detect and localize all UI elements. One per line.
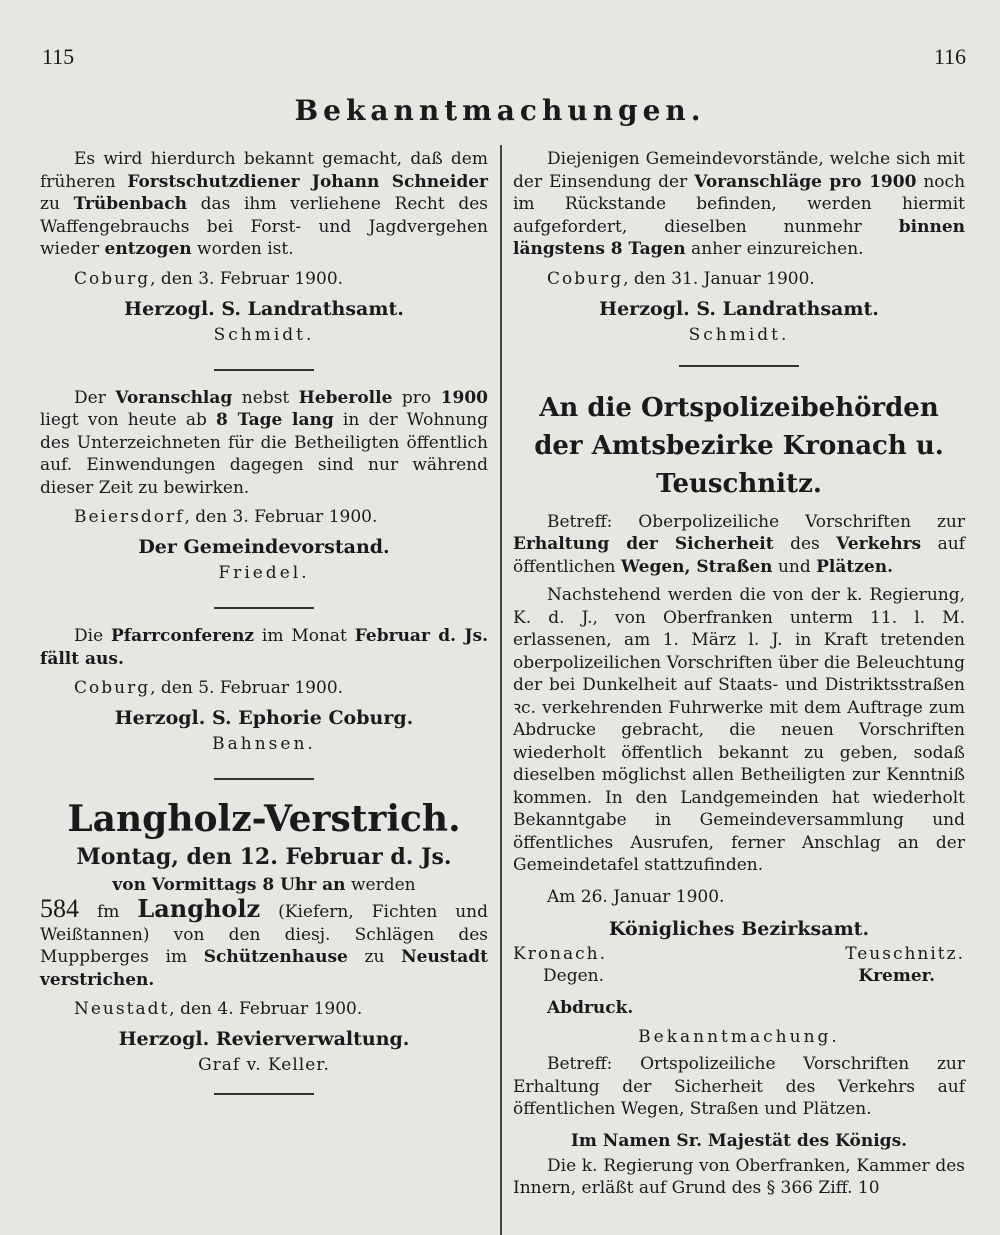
separator	[214, 778, 314, 780]
bold-text: 1900	[440, 387, 488, 408]
text: auf öffentlichen	[513, 534, 965, 577]
page-number-right: 116	[933, 44, 966, 69]
text: und	[772, 556, 817, 577]
notice-voranschlag	[40, 387, 488, 586]
place: Coburg	[74, 678, 151, 698]
sig-left-name: Degen.	[543, 965, 604, 986]
notice-signature: Friedel.	[218, 563, 310, 583]
text: noch im Rückstande befinden, werden hiermit aufgefordert, dieselben nunmehr	[513, 171, 966, 237]
separator	[214, 1093, 314, 1095]
notice-signature: Schmidt.	[213, 324, 315, 345]
place: Beiersdorf	[74, 507, 185, 527]
bold-text: Langholz	[137, 894, 261, 923]
text: in der Wohnung des Unterzeichneten für die Betheiligten öffentlich auf. Einwendungen dagegen sind nur während dieser Zeit zu bewirken.	[40, 410, 488, 498]
text: werden	[345, 875, 416, 895]
notice-subtitle: Montag, den 12. Februar d. Js.	[76, 844, 452, 870]
text: Die	[74, 626, 112, 646]
notice-date: Am 26. Januar 1900.	[547, 886, 725, 907]
page-number-left: 115	[42, 44, 75, 69]
notice-date	[40, 676, 488, 700]
notice-signature: Schmidt.	[688, 324, 790, 345]
notice-authority: Herzogl. S. Landrathsamt.	[599, 297, 879, 320]
signature-row-names	[513, 965, 965, 987]
date: , den 4. Februar 1900.	[169, 999, 363, 1019]
notice-text	[40, 387, 488, 500]
notice-authority: Der Gemeindevorstand.	[138, 536, 390, 558]
text: Diejenigen Gemeindevorstände, welche sich mit der Einsendung der	[513, 149, 965, 192]
place: Neustadt	[74, 999, 170, 1019]
text: nebst	[232, 387, 299, 408]
notice-ortspolizei	[513, 389, 965, 1200]
bold-text: Februar d. Js. fällt aus.	[40, 626, 489, 669]
notice-langholz	[40, 796, 488, 1077]
right-column	[513, 148, 965, 1200]
text: Der	[74, 387, 116, 408]
text: (Kiefern, Fichten und Weißtannen) von den diesj. Schlägen des Muppberges im	[40, 902, 488, 967]
notice-authority: Herzogl. Revierverwaltung.	[118, 1028, 410, 1050]
place: Coburg	[547, 268, 624, 289]
sig-right-place: Teuschnitz.	[845, 943, 965, 964]
bold-text: 8 Tage lang	[216, 410, 334, 430]
page-header: Bekanntmachungen.	[294, 94, 706, 127]
notice-authority: Herzogl. S. Landrathsamt.	[124, 297, 404, 320]
text: zu	[347, 947, 402, 967]
notice-title: Langholz-Verstrich.	[67, 798, 461, 840]
notice-pfarrconferenz	[40, 625, 488, 756]
sig-right-name: Kremer.	[858, 965, 935, 986]
notice-authority: Königliches Bezirksamt.	[608, 917, 870, 940]
notice-betreff	[513, 511, 965, 579]
quantity: 584	[40, 894, 79, 923]
place: Coburg	[74, 268, 151, 289]
text: liegt von heute ab	[40, 410, 217, 430]
text: Es wird hierdurch bekannt gemacht, daß dem früheren	[40, 149, 488, 192]
text: das ihm verliehene Recht des Waffengebrauchs bei Forst- und Jagdvergehen wieder	[40, 194, 489, 259]
notice-signature: Graf v. Keller.	[198, 1055, 330, 1075]
notice-title-line1: An die Ortspolizeibehörden	[539, 392, 939, 423]
text: im Monat	[254, 626, 355, 646]
text: des	[773, 534, 837, 554]
bold-text: Neustadt verstrichen.	[40, 947, 488, 990]
bekanntmachung-label: Bekanntmachung.	[638, 1027, 840, 1047]
separator	[214, 607, 314, 609]
bold-text: Forstschutzdiener Johann Schneider	[127, 171, 488, 192]
text: anher einzureichen.	[685, 239, 864, 259]
bold-text: Schützenhause	[203, 947, 348, 967]
date: , den 5. Februar 1900.	[150, 678, 344, 698]
bold-text: Verkehrs	[836, 534, 922, 554]
notice-text	[40, 894, 488, 991]
unit: fm	[79, 902, 138, 922]
abdruck-label: Abdruck.	[547, 997, 634, 1018]
bold-text: Erhaltung der Sicherheit	[513, 534, 774, 554]
bold-text: von Vormittags 8 Uhr an	[112, 875, 346, 895]
notice-body: Nachstehend werden die von der k. Regierung, K. d. J., von Oberfranken unterm 11. l. M. erlassenen, am 1. März l. J. in Kraft tretenden oberpolizeilichen Vorschriften über die Beleuchtung der bei Dunkelheit auf Staats- und Distriktsstraßen ꝛc. verkehrenden Fuhrwerke mit dem Auftrage zum Abdrucke gebracht, die neuen Vorschriften wiederholt öffentlich bekannt zu geben, sodaß dieselben möglichst allen Betheiligten zur Kenntniß kommen. In den Landgemeinden hat wiederholt Bekanntgabe in Gemeindeversammlung und öffentliches Ausrufen, ferner Anschlag an der Gemeindetafel stattzufinden.	[513, 585, 965, 875]
notice-time	[40, 872, 488, 898]
notice-signature: Bahnsen.	[212, 734, 316, 754]
sig-left-place: Kronach.	[513, 943, 608, 964]
signature-row-places	[513, 943, 965, 965]
notice-date	[513, 267, 965, 291]
separator	[679, 365, 799, 367]
bold-text: Wegen, Straßen	[620, 556, 773, 577]
notice-betreff-2: Betreff: Ortspolizeiliche Vorschriften zur Erhaltung der Sicherheit des Verkehrs auf öffentlichen Wegen, Straßen und Plätzen.	[513, 1054, 965, 1119]
column-divider	[500, 145, 502, 1235]
notice-title-line2: der Amtsbezirke Kronach u. Teuschnitz.	[534, 430, 944, 499]
notice-waffengebrauch	[40, 148, 488, 347]
bold-text: entzogen	[104, 239, 192, 259]
date: , den 3. Februar 1900.	[184, 507, 378, 527]
notice-text	[513, 148, 965, 261]
im-namen-heading: Im Namen Sr. Majestät des Königs.	[570, 1130, 908, 1151]
notice-date	[40, 997, 488, 1021]
bold-text: Voranschläge pro 1900	[694, 171, 917, 192]
bold-text: Trübenbach	[73, 194, 187, 214]
notice-date	[40, 505, 488, 529]
notice-text-last: Die k. Regierung von Oberfranken, Kammer des Innern, erläßt auf Grund des § 366 Ziff. 10	[513, 1155, 965, 1198]
text: pro	[392, 387, 441, 408]
bold-text: Voranschlag	[115, 387, 233, 408]
date: , den 3. Februar 1900.	[150, 268, 344, 289]
date: , den 31. Januar 1900.	[623, 268, 815, 289]
text: worden ist.	[191, 239, 294, 259]
text: zu	[40, 194, 74, 214]
left-column	[40, 148, 488, 1111]
bold-text: binnen längstens 8 Tagen	[513, 216, 965, 259]
notice-text	[40, 625, 488, 670]
notice-text	[40, 148, 488, 261]
notice-date	[40, 267, 488, 291]
notice-authority: Herzogl. S. Ephorie Coburg.	[114, 707, 414, 729]
text: Betreff: Oberpolizeiliche Vorschriften zur	[547, 511, 965, 532]
notice-voranschlaege	[513, 148, 965, 347]
bold-text: Plätzen.	[816, 556, 893, 577]
separator	[214, 369, 314, 371]
bold-text: Heberolle	[298, 387, 393, 408]
bold-text: Pfarrconferenz	[111, 626, 255, 646]
